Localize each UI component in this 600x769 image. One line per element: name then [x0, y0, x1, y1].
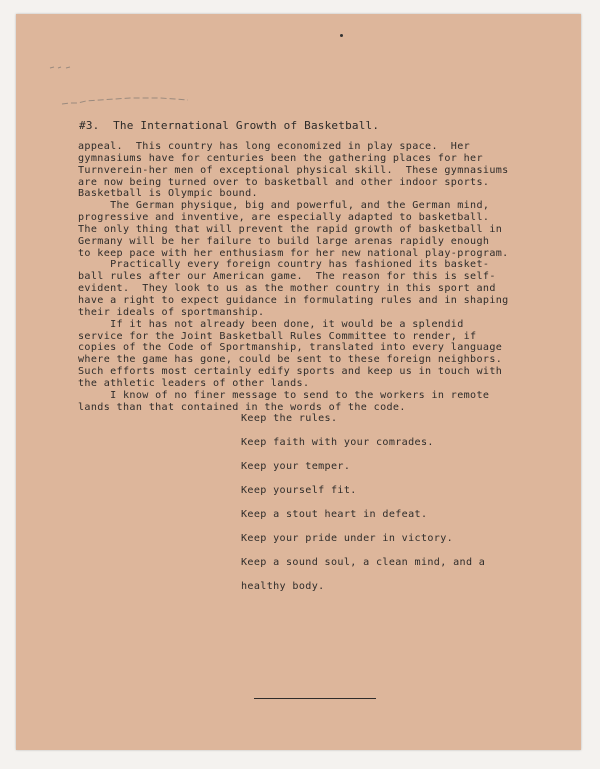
body-line: have a right to expect guidance in formulating rules and in shaping: [78, 294, 509, 306]
body-line: their ideals of sportmanship.: [78, 306, 265, 318]
body-line: where the game has gone, could be sent to these foreign neighbors.: [78, 354, 503, 366]
body-line: Basketball is Olympic bound.: [78, 188, 258, 200]
paper-mark: [340, 34, 343, 37]
body-text: [78, 141, 509, 413]
body-line: I know of no finer message to send to the workers in remote: [78, 389, 490, 401]
code-line: Keep yourself fit.: [241, 485, 357, 496]
body-line: appeal. This country has long economized in play space. Her: [78, 141, 471, 152]
body-line: are now being turned over to basketball and other indoor sports.: [78, 176, 490, 188]
body-line: copies of the Code of Sportmanship, translated into every language: [78, 342, 503, 354]
code-line: Keep the rules.: [241, 413, 338, 424]
code-line: Keep a sound soul, a clean mind, and a: [241, 557, 486, 568]
code-line: healthy body.: [241, 581, 325, 592]
pencil-underline: [60, 92, 190, 106]
body-line: Germany will be her failure to build large arenas rapidly enough: [78, 235, 490, 247]
pencil-mark: [48, 62, 88, 72]
body-line: If it has not already been done, it would be a splendid: [78, 318, 464, 330]
code-line: Keep a stout heart in defeat.: [241, 509, 428, 520]
body-line: to keep pace with her enthusiasm for her new national play-program.: [78, 247, 509, 259]
body-line: the athletic leaders of other lands.: [78, 377, 310, 389]
body-line: progressive and inventive, are especially adapted to basketball.: [78, 212, 490, 224]
code-line: Keep your temper.: [241, 461, 351, 472]
body-line: Turnverein-her men of exceptional physical skill. These gymnasiums: [78, 164, 509, 176]
code-line: Keep your pride under in victory.: [241, 533, 454, 544]
signature-rule: [254, 698, 376, 699]
body-line: service for the Joint Basketball Rules Committee to render, if: [78, 330, 477, 342]
body-line: The only thing that will prevent the rapid growth of basketball in: [78, 223, 503, 235]
body-line: Such efforts most certainly edify sports and keep us in touch with: [78, 366, 503, 378]
body-line: gymnasiums have for centuries been the gathering places for her: [78, 152, 483, 164]
section-heading: #3. The International Growth of Basketball.: [79, 119, 380, 132]
code-line: Keep faith with your comrades.: [241, 437, 434, 448]
body-line: Practically every foreign country has fashioned its basket-: [78, 259, 490, 271]
body-line: lands than that contained in the words of the code.: [78, 401, 406, 413]
body-line: ball rules after our American game. The reason for this is self-: [78, 271, 496, 283]
code-of-sportsmanship: [241, 407, 485, 599]
body-line: evident. They look to us as the mother country in this sport and: [78, 283, 496, 295]
body-line: The German physique, big and powerful, and the German mind,: [78, 200, 490, 212]
